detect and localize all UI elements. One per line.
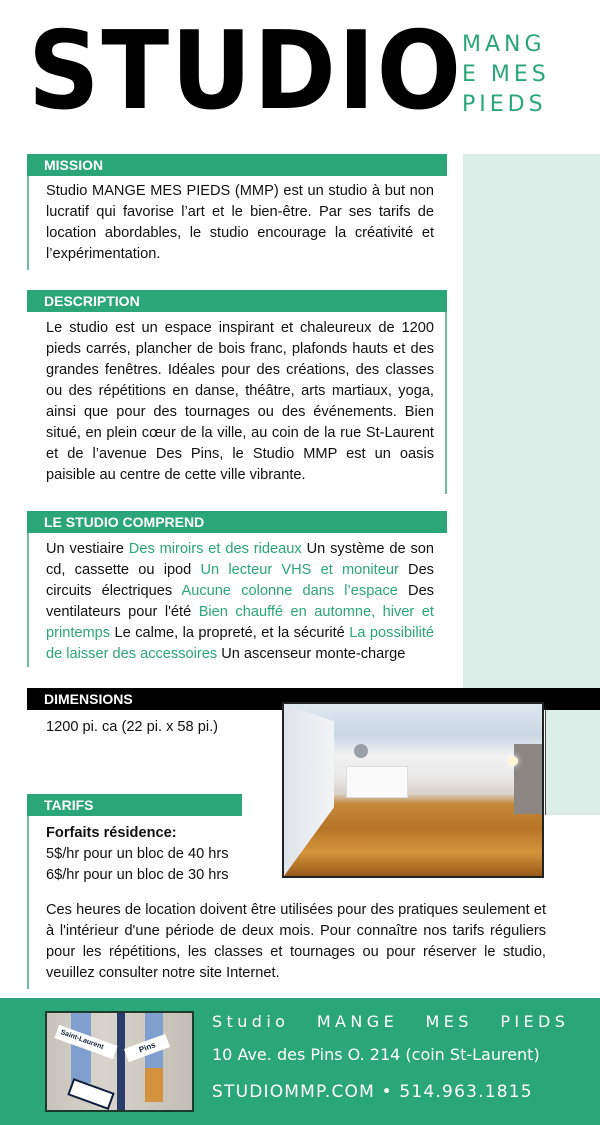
mission-text: Studio MANGE MES PIEDS (MMP) est un studio à but non lucratif qui favorise l’art et le bien-être. Par ses tarifs de location abordables, le studio encourage la créativité et l’expérimentation. [46, 183, 434, 262]
decorative-side-panel [463, 154, 600, 688]
description-heading: DESCRIPTION [27, 290, 447, 312]
feature-item: Des circuits électriques [46, 562, 434, 599]
footer-studio-name: Studio MANGE MES PIEDS [212, 1012, 570, 1031]
comprend-heading: LE STUDIO COMPREND [27, 511, 447, 533]
logo-line-3: PIEDS [462, 92, 547, 117]
photo-light-icon [508, 756, 518, 766]
logo-subtitle [462, 30, 550, 120]
tarifs-subtitle: Forfaits résidence: [46, 825, 177, 841]
one-way-arrow-icon [67, 1078, 115, 1110]
mission-heading: MISSION [27, 154, 447, 176]
street-sign-saint-laurent: Saint-Laurent [54, 1025, 117, 1059]
footer-address: 10 Ave. des Pins O. 214 (coin St-Laurent) [212, 1045, 540, 1064]
tarifs-heading: TARIFS [27, 794, 242, 816]
photo-pole [117, 1013, 125, 1112]
feature-item-highlight: Bien chauffé en automne, hiver et printemps [46, 604, 434, 641]
feature-item: Un vestiaire [46, 541, 124, 557]
decorative-side-panel-lower [545, 710, 600, 815]
feature-item-highlight: Aucune colonne dans l’espace [181, 583, 398, 599]
tarifs-note: Ces heures de location doivent être utilisées pour des pratiques seulement et à l'intérieur d'une période de deux mois. Pour connaître nos tarifs réguliers pour les répétitions, les classes et tournages ou pour réserver le studio, veuillez consulter notre site Internet. [46, 902, 546, 981]
photo-lamp-icon [354, 744, 368, 758]
footer-contact[interactable]: STUDIOMMP.COM • 514.963.1815 [212, 1082, 533, 1102]
dimensions-text: 1200 pi. ca (22 pi. x 58 pi.) [46, 719, 218, 735]
feature-item: Un système de son cd, cassette ou ipod [46, 541, 435, 578]
description-text: Le studio est un espace inspirant et chaleureux de 1200 pieds carrés, plancher de bois franc, plafonds hauts et des grandes fenêtres. Idéales pour des créations, des classes ou des répétitions en danse, théâtre, arts martiaux, yoga, ainsi que pour des tournages ou des événements. Bien situé, en plein cœur de la ville, au coin de la rue St-Laurent et de l’avenue Des Pins, le Studio MMP est un oasis paisible au centre de cette ville vibrante. [46, 320, 434, 483]
photo-windows [346, 766, 408, 798]
tarif-line: 5$/hr pour un bloc de 40 hrs [46, 846, 229, 862]
feature-item: Un ascenseur monte-charge [221, 646, 406, 662]
street-sign-pins: Pins [124, 1034, 170, 1062]
feature-item: Des ventilateurs pour l'été [46, 583, 434, 620]
logo-line-2: E MES [462, 62, 550, 87]
photo-boarded-window [145, 1068, 163, 1102]
dimensions-heading: DIMENSIONS [27, 688, 600, 710]
logo-line-1: MANG [462, 32, 546, 57]
feature-item-highlight: La possibilité de laisser des accessoires [46, 625, 435, 662]
logo-studio: STUDIO [28, 9, 463, 134]
comprend-list [46, 539, 434, 665]
feature-item-highlight: Un lecteur VHS et moniteur [200, 562, 399, 578]
photo-wall [284, 704, 334, 876]
feature-item: Le calme, la propreté, et la sécurité [114, 625, 345, 641]
street-sign-photo [45, 1011, 194, 1112]
feature-item-highlight: Des miroirs et des rideaux [128, 541, 302, 557]
photo-wall-right [514, 744, 542, 814]
tarif-line: 6$/hr pour un bloc de 30 hrs [46, 867, 229, 883]
studio-interior-photo [282, 702, 544, 878]
